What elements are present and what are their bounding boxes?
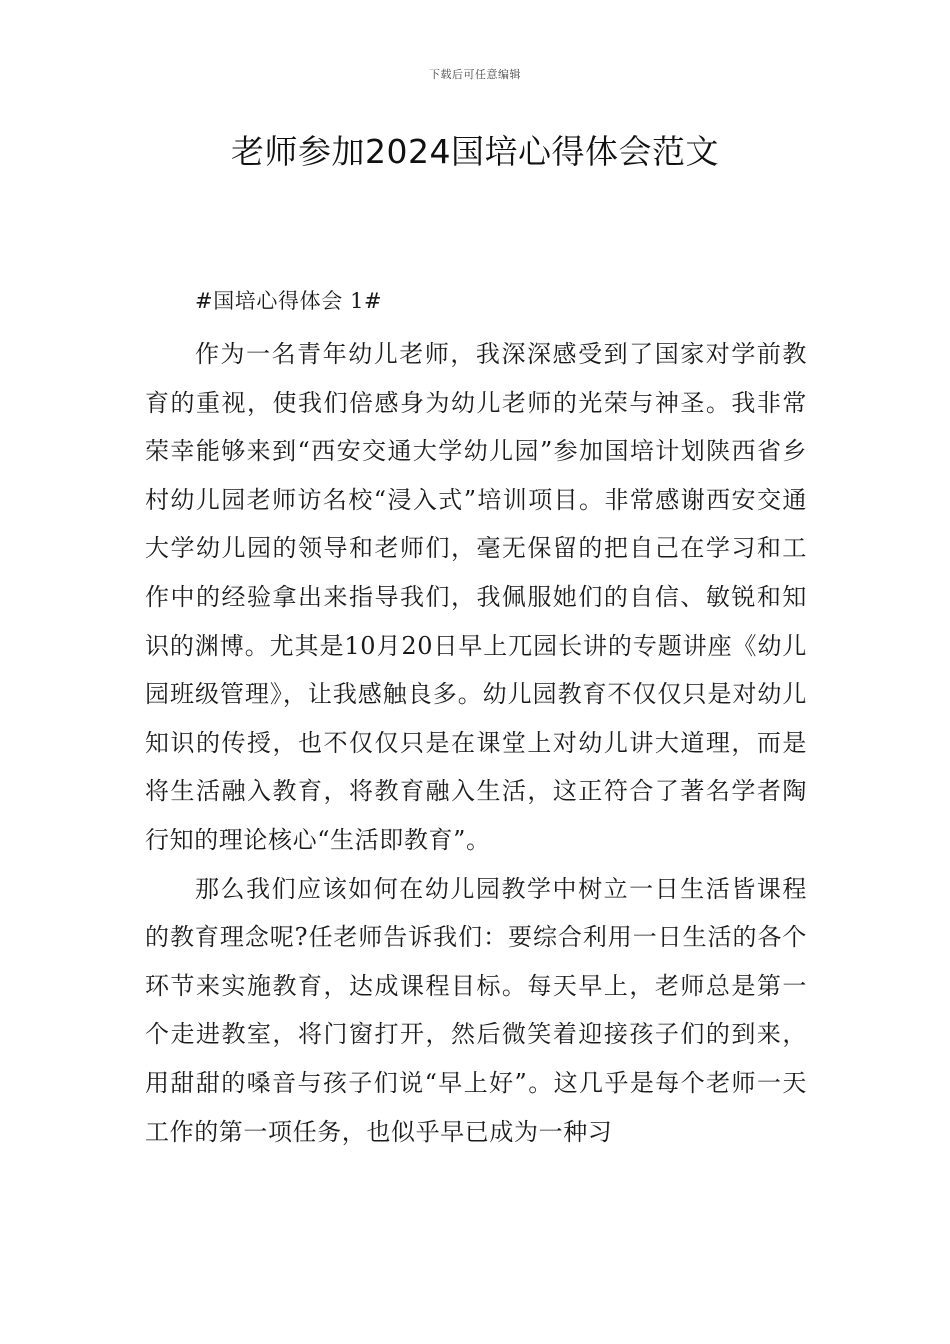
- paragraph-1: 作为一名青年幼儿老师，我深深感受到了国家对学前教育的重视，使我们倍感身为幼儿老师的光荣与神圣。我非常荣幸能够来到“西安交通大学幼儿园”参加国培计划陕西省乡村幼儿园老师访名校“浸入式”培训项目。非常感谢西安交通大学幼儿园的领导和老师们，毫无保留的把自己在学习和工作中的经验拿出来指导我们，我佩服她们的自信、敏锐和知识的渊博。尤其是10月20日早上兀园长讲的专题讲座《幼儿园班级管理》，让我感触良多。幼儿园教育不仅仅只是对幼儿知识的传授，也不仅仅只是在课堂上对幼儿讲大道理，而是将生活融入教育，将教育融入生活，这正符合了著名学者陶行知的理论核心“生活即教育”。: [145, 340, 807, 854]
- document-title: 老师参加2024国培心得体会范文: [231, 132, 719, 171]
- header-note: 下载后可任意编辑: [429, 68, 521, 81]
- paragraph-2: 那么我们应该如何在幼儿园教学中树立一日生活皆课程的教育理念呢?任老师告诉我们：要综合利用一日生活的各个环节来实施教育，达成课程目标。每天早上，老师总是第一个走进教室，将门窗打开，然后微笑着迎接孩子们的到来，用甜甜的嗓音与孩子们说“早上好”。这几乎是每个老师一天工作的第一项任务，也似乎早已成为一种习: [145, 874, 807, 1146]
- section-tag: #国培心得体会 1#: [195, 289, 383, 313]
- document-body: [145, 280, 807, 1156]
